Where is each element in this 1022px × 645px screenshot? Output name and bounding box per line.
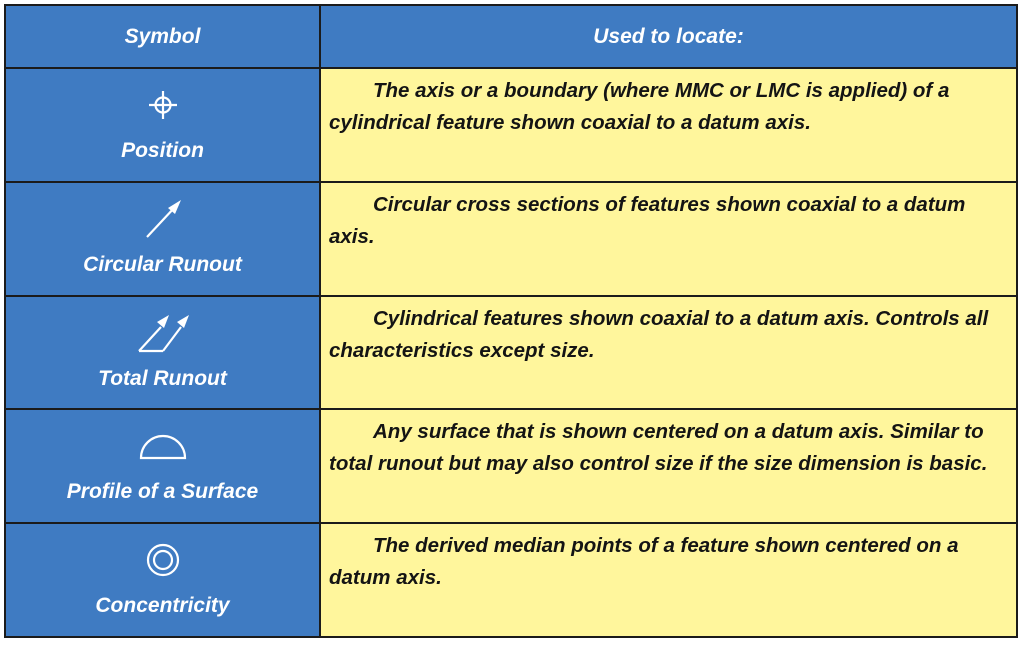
description-cell: Any surface that is shown centered on a datum axis. Similar to total runout but may also control size if the size dimension is basic. bbox=[321, 410, 1016, 522]
symbol-cell-concentricity bbox=[6, 524, 319, 636]
symbol-label: Concentricity bbox=[95, 594, 230, 618]
description-cell: The derived median points of a feature shown centered on a datum axis. bbox=[321, 524, 1016, 636]
symbol-label: Position bbox=[121, 139, 204, 162]
gdt-symbol-table bbox=[4, 4, 1018, 638]
symbol-label: Total Runout bbox=[98, 366, 227, 390]
header-symbol: Symbol bbox=[6, 6, 319, 67]
symbol-label: Profile of a Surface bbox=[66, 480, 259, 504]
symbol-label: Circular Runout bbox=[83, 252, 242, 276]
total-runout-icon bbox=[133, 307, 193, 359]
symbol-cell-total-runout bbox=[6, 297, 319, 409]
description-cell: Cylindrical features shown coaxial to a datum axis. Controls all characteristics except size. bbox=[321, 297, 1016, 409]
concentricity-icon bbox=[133, 534, 193, 586]
profile-of-a-surface-icon bbox=[133, 420, 193, 472]
header-used-to-locate: Used to locate: bbox=[321, 6, 1016, 67]
circular-runout-icon bbox=[133, 193, 193, 245]
description-cell: Circular cross sections of features shown coaxial to a datum axis. bbox=[321, 183, 1016, 295]
symbol-cell-profile-of-a-surface bbox=[6, 410, 319, 522]
symbol-cell-position bbox=[6, 69, 319, 181]
position-icon bbox=[133, 79, 193, 131]
description-cell: The axis or a boundary (where MMC or LMC is applied) of a cylindrical feature shown coaxial to a datum axis. bbox=[321, 69, 1016, 181]
symbol-cell-circular-runout bbox=[6, 183, 319, 295]
